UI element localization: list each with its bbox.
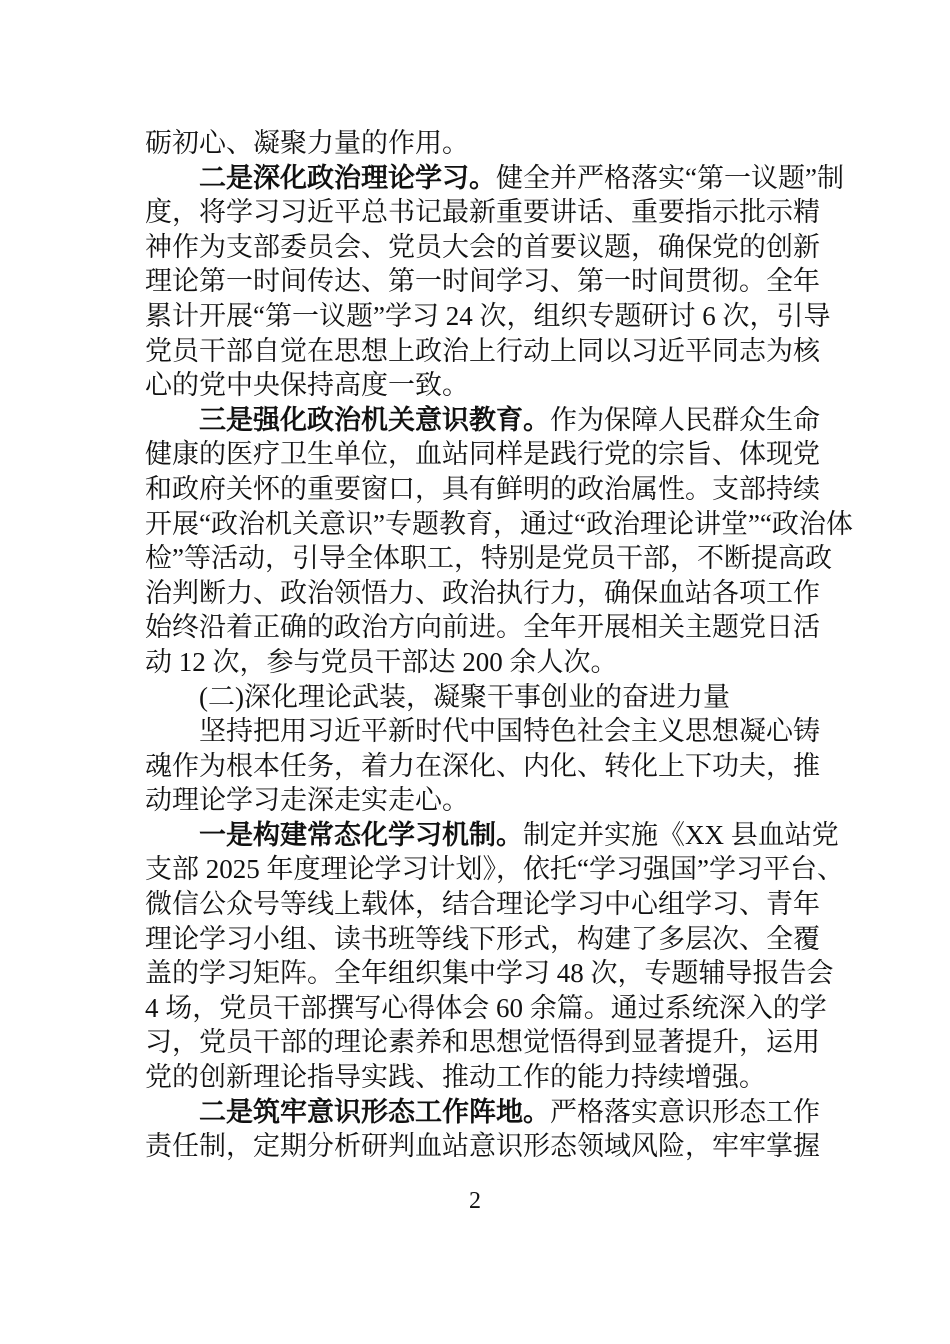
line-text: 严格落实意识形态工作 <box>550 1096 820 1127</box>
line-text: 健康的医疗卫生单位，血站同样是践行党的宗旨、体现党 <box>145 439 820 470</box>
line-text: 开展“政治机关意识”专题教育，通过“政治理论讲堂”“政治体 <box>145 508 853 539</box>
text-line <box>145 714 820 749</box>
line-text: 习，党员干部的理论素养和思想觉悟得到显著提升，运用 <box>145 1027 820 1058</box>
line-text: 和政府关怀的重要窗口，具有鲜明的政治属性。支部持续 <box>145 473 820 504</box>
text-line <box>145 922 820 957</box>
text-line <box>145 749 820 784</box>
line-text: 理论学习小组、读书班等线下形式，构建了多层次、全覆 <box>145 923 820 954</box>
line-text: 动 12 次，参与党员干部达 200 余人次。 <box>145 646 618 677</box>
text-line <box>145 852 844 887</box>
line-text: 始终沿着正确的政治方向前进。全年开展相关主题党日活 <box>145 612 820 643</box>
line-text: 检”等活动，引导全体职工，特别是党员干部，不断提高政 <box>145 543 832 574</box>
text-line <box>145 507 853 542</box>
text-line <box>145 264 820 299</box>
line-text: 党员干部自觉在思想上政治上行动上同以习近平同志为核 <box>145 335 820 366</box>
paragraph <box>145 126 807 161</box>
line-text: 健全并严格落实“第一议题”制 <box>496 162 844 193</box>
text-line <box>145 299 831 334</box>
paragraph-lead-heading: 三是强化政治机关意识教育。 <box>199 404 550 435</box>
line-text: 盖的学习矩阵。全年组织集中学习 48 次，专题辅导报告会 <box>145 958 834 989</box>
paragraph-lead-heading: 二是筑牢意识形态工作阵地。 <box>199 1096 550 1127</box>
line-text: 支部 2025 年度理论学习计划》，依托“学习强国”学习平台、 <box>145 854 844 885</box>
text-line <box>145 472 820 507</box>
text-line <box>145 161 844 196</box>
paragraph <box>145 403 853 680</box>
line-text: 度，将学习习近平总书记最新重要讲话、重要指示批示精 <box>145 197 820 228</box>
line-text: 魂作为根本任务，着力在深化、内化、转化上下功夫，推 <box>145 750 820 781</box>
text-line <box>145 887 820 922</box>
text-line <box>145 1129 820 1164</box>
text-line <box>145 403 820 438</box>
line-text: 动理论学习走深走实走心。 <box>145 785 469 816</box>
text-line <box>145 680 807 715</box>
line-text: 党的创新理论指导实践、推动工作的能力持续增强。 <box>145 1062 766 1093</box>
paragraph <box>145 161 844 403</box>
line-text: 心的党中央保持高度一致。 <box>145 370 469 401</box>
text-line <box>145 437 820 472</box>
text-line <box>145 991 827 1026</box>
line-text: (二)深化理论武装，凝聚干事创业的奋进力量 <box>199 681 730 712</box>
line-text: 作为保障人民群众生命 <box>550 404 820 435</box>
text-line <box>145 1060 807 1095</box>
line-text: 治判断力、政治领悟力、政治执行力，确保血站各项工作 <box>145 577 820 608</box>
text-line <box>145 576 820 611</box>
text-line <box>145 610 820 645</box>
line-text: 微信公众号等线上载体，结合理论学习中心组学习、青年 <box>145 889 820 920</box>
line-text: 理论第一时间传达、第一时间学习、第一时间贯彻。全年 <box>145 266 820 297</box>
text-line <box>145 956 834 991</box>
paragraph-lead-heading: 二是深化政治理论学习。 <box>199 162 496 193</box>
paragraph-lead-heading: 一是构建常态化学习机制。 <box>199 819 523 850</box>
document-body <box>145 126 853 1164</box>
text-line <box>145 783 807 818</box>
text-line <box>145 230 820 265</box>
text-line <box>145 368 807 403</box>
line-text: 神作为支部委员会、党员大会的首要议题，确保党的创新 <box>145 231 820 262</box>
text-line <box>145 1095 820 1130</box>
line-text: 责任制，定期分析研判血站意识形态领域风险，牢牢掌握 <box>145 1131 820 1162</box>
line-text: 坚持把用习近平新时代中国特色社会主义思想凝心铸 <box>199 716 820 747</box>
paragraph <box>145 818 844 1095</box>
text-line <box>145 818 839 853</box>
line-text: 制定并实施《XX 县血站党 <box>523 819 839 850</box>
paragraph <box>145 680 807 715</box>
text-line <box>145 126 807 161</box>
line-text: 砺初心、凝聚力量的作用。 <box>145 128 469 158</box>
paragraph <box>145 714 820 818</box>
paragraph <box>145 1095 820 1164</box>
page-number: 2 <box>469 1188 481 1214</box>
line-text: 累计开展“第一议题”学习 24 次，组织专题研讨 6 次，引导 <box>145 300 831 331</box>
text-line <box>145 195 820 230</box>
line-text: 4 场，党员干部撰写心得体会 60 余篇。通过系统深入的学 <box>145 992 827 1023</box>
text-line <box>145 541 832 576</box>
text-line <box>145 645 807 680</box>
text-line <box>145 1025 820 1060</box>
text-line <box>145 334 820 369</box>
